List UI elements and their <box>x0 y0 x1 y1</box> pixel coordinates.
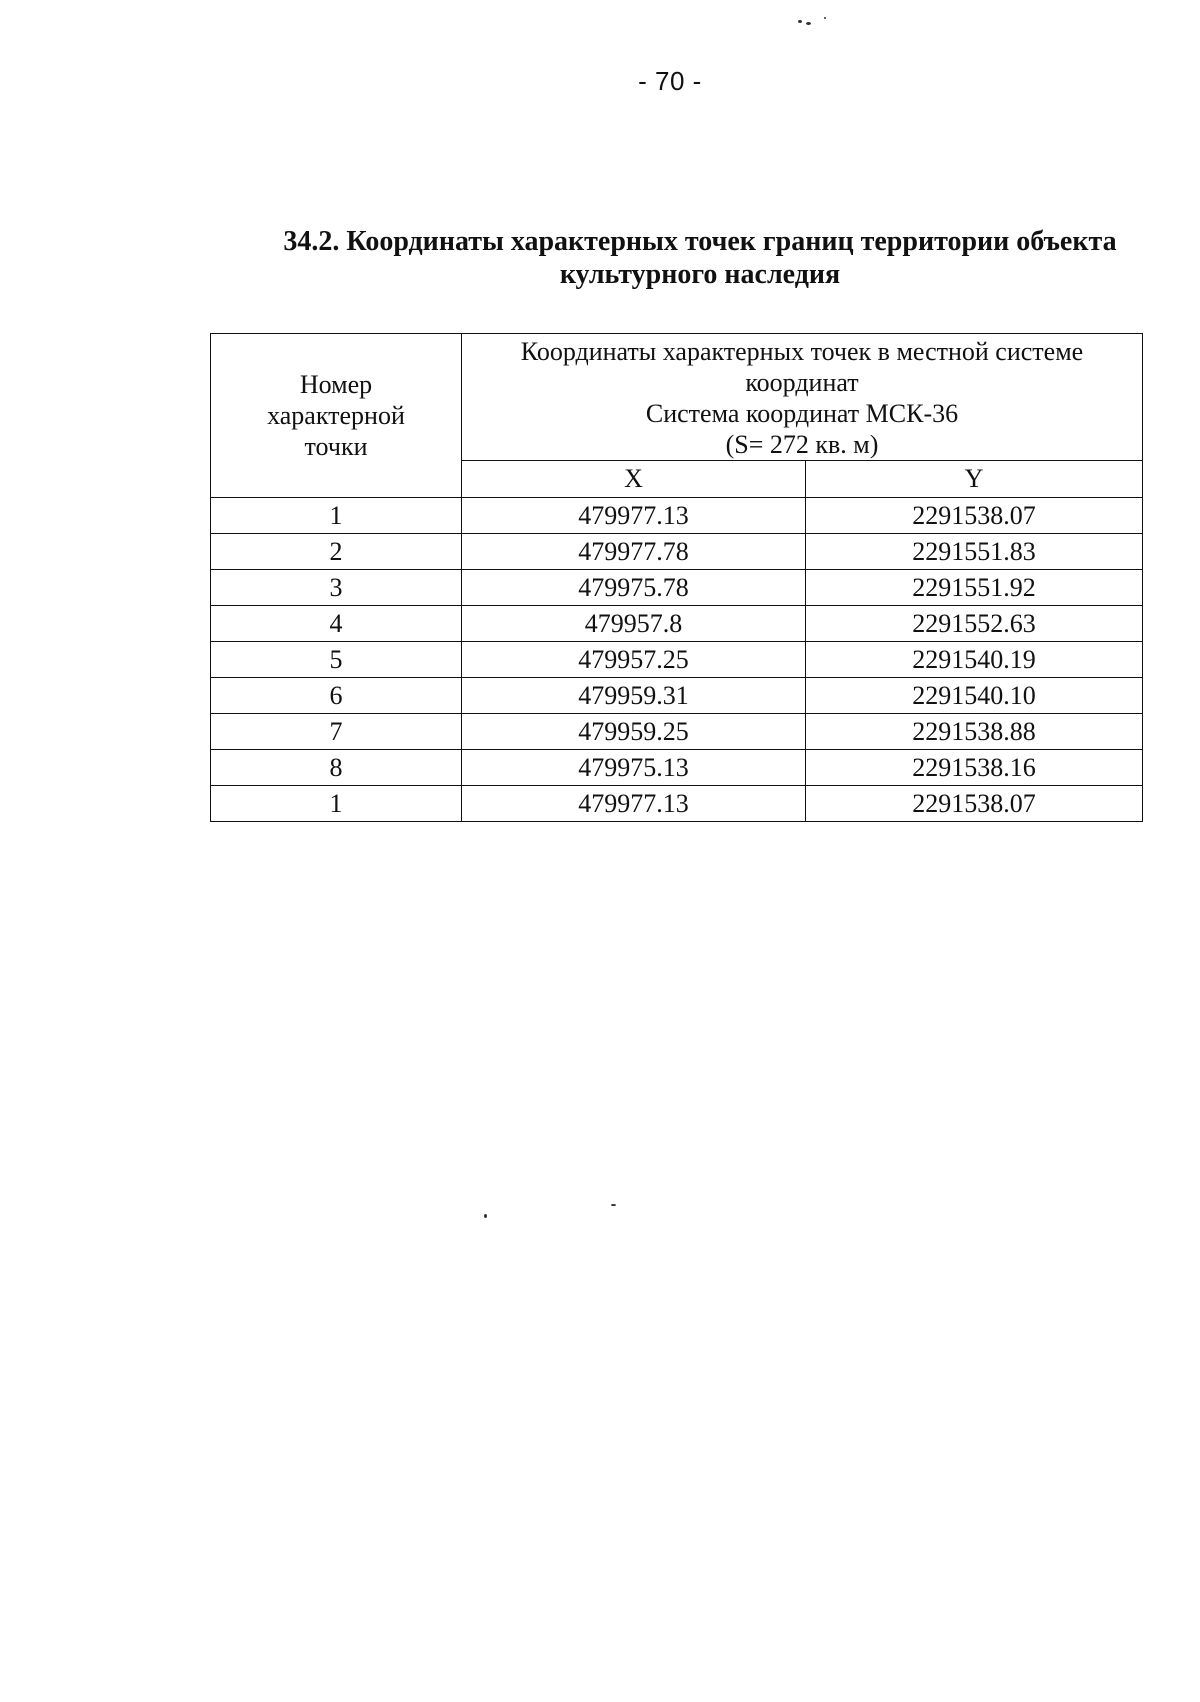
x-coordinate-cell: 479975.13 <box>462 750 806 786</box>
y-coordinate-cell: 2291538.16 <box>806 750 1143 786</box>
x-coordinate-cell: 479957.8 <box>462 606 806 642</box>
table-row <box>211 786 1143 822</box>
y-coordinate-cell: 2291540.19 <box>806 642 1143 678</box>
table-row <box>211 642 1143 678</box>
point-number-cell: 1 <box>211 786 462 822</box>
section-title-line-1: 34.2. Координаты характерных точек границ территории объекта <box>283 226 1117 257</box>
y-coordinate-cell: 2291552.63 <box>806 606 1143 642</box>
x-header: X <box>462 461 806 498</box>
point-number-cell: 4 <box>211 606 462 642</box>
y-coordinate-cell: 2291538.07 <box>806 786 1143 822</box>
table-header-row <box>211 334 1143 461</box>
table-row <box>211 606 1143 642</box>
coordinate-system-header: Координаты характерных точек в местной системе координат Система координат МСК-36 (S= 272 кв. м) <box>462 334 1143 461</box>
point-number-cell: 5 <box>211 642 462 678</box>
y-coordinate-cell: 2291551.83 <box>806 534 1143 570</box>
point-number-header: Номер характерной точки <box>211 334 462 498</box>
scan-speck <box>611 1204 616 1206</box>
scan-speck <box>824 17 826 19</box>
x-coordinate-cell: 479957.25 <box>462 642 806 678</box>
y-coordinate-cell: 2291540.10 <box>806 678 1143 714</box>
y-coordinate-cell: 2291551.92 <box>806 570 1143 606</box>
point-number-cell: 8 <box>211 750 462 786</box>
x-coordinate-cell: 479977.13 <box>462 498 806 534</box>
y-header: Y <box>806 461 1143 498</box>
table-body <box>211 498 1143 822</box>
section-title <box>250 225 1150 291</box>
point-number-cell: 7 <box>211 714 462 750</box>
table-row <box>211 714 1143 750</box>
table-row <box>211 570 1143 606</box>
point-number-cell: 6 <box>211 678 462 714</box>
x-coordinate-cell: 479977.78 <box>462 534 806 570</box>
scan-speck <box>798 20 802 23</box>
x-coordinate-cell: 479959.31 <box>462 678 806 714</box>
point-number-cell: 2 <box>211 534 462 570</box>
coordinates-table <box>210 333 1143 822</box>
table-row <box>211 678 1143 714</box>
table-row <box>211 750 1143 786</box>
point-number-cell: 3 <box>211 570 462 606</box>
y-coordinate-cell: 2291538.88 <box>806 714 1143 750</box>
scan-speck <box>806 22 811 25</box>
x-coordinate-cell: 479975.78 <box>462 570 806 606</box>
page-number: - 70 - <box>638 66 702 96</box>
section-title-line-2: культурного наследия <box>559 259 841 290</box>
table-row <box>211 498 1143 534</box>
y-coordinate-cell: 2291538.07 <box>806 498 1143 534</box>
table-row <box>211 534 1143 570</box>
x-coordinate-cell: 479959.25 <box>462 714 806 750</box>
point-number-cell: 1 <box>211 498 462 534</box>
x-coordinate-cell: 479977.13 <box>462 786 806 822</box>
scan-speck <box>484 1214 487 1218</box>
